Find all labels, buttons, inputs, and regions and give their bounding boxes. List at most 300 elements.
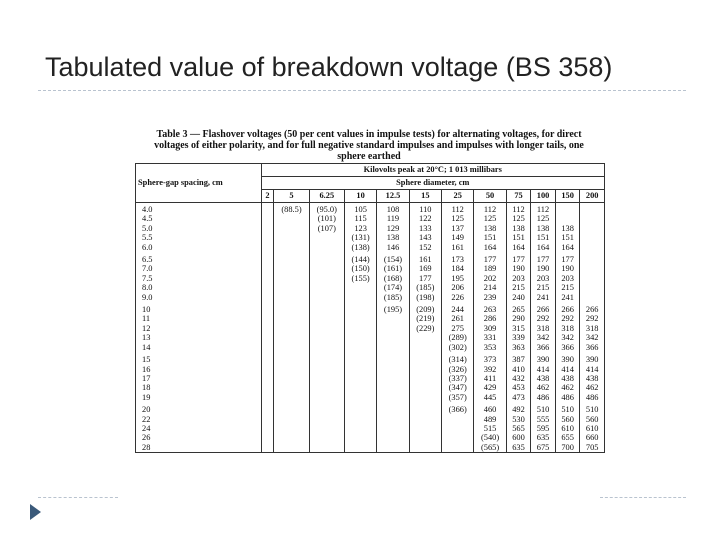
voltage-cell bbox=[377, 424, 409, 433]
voltage-cell: 133 bbox=[409, 224, 441, 233]
voltage-cell: 390 bbox=[580, 352, 605, 364]
voltage-cell: (219) bbox=[409, 314, 441, 323]
voltage-cell: 290 bbox=[506, 314, 531, 323]
voltage-cell: 315 bbox=[506, 324, 531, 333]
voltage-cell: (565) bbox=[474, 443, 506, 453]
voltage-cell bbox=[580, 214, 605, 223]
voltage-cell: 263 bbox=[474, 302, 506, 314]
voltage-cell bbox=[274, 402, 309, 414]
voltage-cell: 438 bbox=[580, 374, 605, 383]
voltage-cell: (131) bbox=[344, 233, 376, 242]
voltage-cell bbox=[344, 365, 376, 374]
voltage-cell: (185) bbox=[377, 293, 409, 302]
voltage-cell bbox=[409, 352, 441, 364]
voltage-cell bbox=[261, 214, 274, 223]
diameter-column-header: 200 bbox=[580, 190, 605, 203]
table-row bbox=[136, 252, 605, 264]
spacing-cell: 14 bbox=[136, 343, 262, 352]
voltage-cell: 112 bbox=[442, 203, 474, 215]
voltage-cell bbox=[409, 393, 441, 402]
spacing-cell: 26 bbox=[136, 433, 262, 442]
voltage-cell bbox=[261, 302, 274, 314]
voltage-cell bbox=[261, 324, 274, 333]
voltage-cell: 353 bbox=[474, 343, 506, 352]
voltage-cell: 292 bbox=[580, 314, 605, 323]
voltage-cell: 489 bbox=[474, 415, 506, 424]
table-row bbox=[136, 374, 605, 383]
voltage-cell: (326) bbox=[442, 365, 474, 374]
voltage-cell: 161 bbox=[409, 252, 441, 264]
voltage-cell bbox=[274, 233, 309, 242]
table-row bbox=[136, 302, 605, 314]
voltage-cell bbox=[442, 415, 474, 424]
voltage-cell: 392 bbox=[474, 365, 506, 374]
voltage-cell: 292 bbox=[531, 314, 556, 323]
voltage-cell: 390 bbox=[531, 352, 556, 364]
voltage-cell bbox=[377, 402, 409, 414]
voltage-cell bbox=[274, 374, 309, 383]
voltage-cell: 151 bbox=[506, 233, 531, 242]
voltage-cell bbox=[377, 433, 409, 442]
voltage-cell bbox=[344, 443, 376, 453]
voltage-cell bbox=[344, 383, 376, 392]
voltage-cell: 266 bbox=[555, 302, 580, 314]
voltage-cell: 266 bbox=[531, 302, 556, 314]
spacing-cell: 28 bbox=[136, 443, 262, 453]
table-row bbox=[136, 402, 605, 414]
voltage-cell bbox=[261, 333, 274, 342]
voltage-cell bbox=[261, 264, 274, 273]
voltage-cell: (95.0) bbox=[309, 203, 344, 215]
voltage-cell: 438 bbox=[555, 374, 580, 383]
table-row bbox=[136, 443, 605, 453]
voltage-cell: 265 bbox=[506, 302, 531, 314]
voltage-cell bbox=[261, 233, 274, 242]
spacing-cell: 17 bbox=[136, 374, 262, 383]
voltage-cell: 560 bbox=[580, 415, 605, 424]
voltage-cell bbox=[274, 443, 309, 453]
voltage-cell bbox=[274, 243, 309, 252]
voltage-cell bbox=[261, 374, 274, 383]
voltage-cell: 318 bbox=[531, 324, 556, 333]
spacing-cell: 13 bbox=[136, 333, 262, 342]
voltage-cell bbox=[274, 365, 309, 374]
voltage-cell bbox=[309, 252, 344, 264]
table-row bbox=[136, 424, 605, 433]
voltage-cell: (144) bbox=[344, 252, 376, 264]
voltage-cell bbox=[580, 224, 605, 233]
voltage-cell: 203 bbox=[506, 274, 531, 283]
voltage-cell bbox=[309, 374, 344, 383]
voltage-cell: (314) bbox=[442, 352, 474, 364]
voltage-cell bbox=[377, 365, 409, 374]
table-row bbox=[136, 314, 605, 323]
voltage-cell bbox=[377, 324, 409, 333]
voltage-cell: 184 bbox=[442, 264, 474, 273]
voltage-cell: (150) bbox=[344, 264, 376, 273]
voltage-cell bbox=[442, 443, 474, 453]
table-row bbox=[136, 283, 605, 292]
voltage-cell: 635 bbox=[506, 443, 531, 453]
voltage-cell bbox=[377, 443, 409, 453]
voltage-cell bbox=[274, 274, 309, 283]
table-row bbox=[136, 274, 605, 283]
voltage-cell: (337) bbox=[442, 374, 474, 383]
voltage-cell: 143 bbox=[409, 233, 441, 242]
spacing-cell: 4.5 bbox=[136, 214, 262, 223]
voltage-cell: (154) bbox=[377, 252, 409, 264]
voltage-cell: 510 bbox=[531, 402, 556, 414]
spacing-header: Sphere-gap spacing, cm bbox=[136, 164, 262, 203]
voltage-cell: 266 bbox=[580, 302, 605, 314]
voltage-cell: 595 bbox=[531, 424, 556, 433]
spacing-cell: 11 bbox=[136, 314, 262, 323]
voltage-cell: 462 bbox=[580, 383, 605, 392]
voltage-cell: (168) bbox=[377, 274, 409, 283]
voltage-cell: 438 bbox=[531, 374, 556, 383]
voltage-cell: 462 bbox=[555, 383, 580, 392]
voltage-cell bbox=[274, 214, 309, 223]
voltage-cell: 473 bbox=[506, 393, 531, 402]
spacing-cell: 10 bbox=[136, 302, 262, 314]
spacing-cell: 5.5 bbox=[136, 233, 262, 242]
voltage-cell bbox=[377, 383, 409, 392]
table-row bbox=[136, 343, 605, 352]
voltage-cell: 137 bbox=[442, 224, 474, 233]
voltage-cell bbox=[274, 393, 309, 402]
breakdown-voltage-table-image bbox=[133, 129, 605, 515]
voltage-cell bbox=[274, 302, 309, 314]
voltage-cell: 432 bbox=[506, 374, 531, 383]
voltage-cell: 151 bbox=[474, 233, 506, 242]
spacing-cell: 5.0 bbox=[136, 224, 262, 233]
voltage-cell bbox=[274, 224, 309, 233]
voltage-cell: 705 bbox=[580, 443, 605, 453]
voltage-cell: 530 bbox=[506, 415, 531, 424]
spacing-cell: 19 bbox=[136, 393, 262, 402]
voltage-cell: 177 bbox=[506, 252, 531, 264]
voltage-cell: 151 bbox=[531, 233, 556, 242]
diameter-column-header: 5 bbox=[274, 190, 309, 203]
voltage-cell: 108 bbox=[377, 203, 409, 215]
voltage-cell: 215 bbox=[506, 283, 531, 292]
voltage-cell: 161 bbox=[442, 243, 474, 252]
voltage-cell: 177 bbox=[531, 252, 556, 264]
voltage-cell bbox=[309, 302, 344, 314]
voltage-cell: 261 bbox=[442, 314, 474, 323]
voltage-cell bbox=[274, 424, 309, 433]
voltage-cell: 366 bbox=[555, 343, 580, 352]
voltage-cell: 410 bbox=[506, 365, 531, 374]
voltage-cell bbox=[274, 314, 309, 323]
voltage-cell: 486 bbox=[580, 393, 605, 402]
voltage-cell bbox=[442, 424, 474, 433]
diameter-column-header: 100 bbox=[531, 190, 556, 203]
voltage-cell: (229) bbox=[409, 324, 441, 333]
voltage-cell: 129 bbox=[377, 224, 409, 233]
voltage-cell bbox=[309, 233, 344, 242]
voltage-cell bbox=[274, 324, 309, 333]
voltage-cell bbox=[261, 252, 274, 264]
diameter-column-header: 10 bbox=[344, 190, 376, 203]
voltage-cell bbox=[261, 393, 274, 402]
voltage-cell: 241 bbox=[531, 293, 556, 302]
voltage-cell: (107) bbox=[309, 224, 344, 233]
voltage-cell bbox=[309, 415, 344, 424]
voltage-cell bbox=[261, 443, 274, 453]
spacing-cell: 15 bbox=[136, 352, 262, 364]
title-divider bbox=[38, 90, 686, 91]
voltage-cell bbox=[344, 324, 376, 333]
voltage-cell bbox=[309, 324, 344, 333]
voltage-cell bbox=[580, 274, 605, 283]
voltage-cell bbox=[274, 264, 309, 273]
spacing-cell: 7.0 bbox=[136, 264, 262, 273]
voltage-cell bbox=[409, 374, 441, 383]
voltage-cell: 610 bbox=[580, 424, 605, 433]
voltage-cell: 660 bbox=[580, 433, 605, 442]
voltage-cell bbox=[409, 433, 441, 442]
spacing-cell: 8.0 bbox=[136, 283, 262, 292]
voltage-cell bbox=[309, 293, 344, 302]
voltage-cell bbox=[580, 283, 605, 292]
voltage-cell: 112 bbox=[506, 203, 531, 215]
voltage-cell: (138) bbox=[344, 243, 376, 252]
spacing-cell: 16 bbox=[136, 365, 262, 374]
voltage-cell: (540) bbox=[474, 433, 506, 442]
voltage-cell bbox=[309, 393, 344, 402]
voltage-cell bbox=[580, 264, 605, 273]
voltage-cell: 202 bbox=[474, 274, 506, 283]
voltage-cell: 515 bbox=[474, 424, 506, 433]
voltage-cell bbox=[377, 343, 409, 352]
voltage-cell bbox=[309, 433, 344, 442]
voltage-cell: (366) bbox=[442, 402, 474, 414]
voltage-cell: 286 bbox=[474, 314, 506, 323]
voltage-cell: 125 bbox=[531, 214, 556, 223]
voltage-cell: (155) bbox=[344, 274, 376, 283]
voltage-cell bbox=[377, 333, 409, 342]
voltage-cell: 460 bbox=[474, 402, 506, 414]
voltage-cell: 164 bbox=[555, 243, 580, 252]
table-row bbox=[136, 383, 605, 392]
voltage-cell: (185) bbox=[409, 283, 441, 292]
spacing-cell: 9.0 bbox=[136, 293, 262, 302]
voltage-cell bbox=[274, 415, 309, 424]
voltage-cell bbox=[344, 393, 376, 402]
table-row bbox=[136, 243, 605, 252]
voltage-cell bbox=[344, 314, 376, 323]
voltage-cell: 445 bbox=[474, 393, 506, 402]
voltage-cell bbox=[261, 274, 274, 283]
voltage-cell: 226 bbox=[442, 293, 474, 302]
voltage-cell: 292 bbox=[555, 314, 580, 323]
diameter-column-header: 25 bbox=[442, 190, 474, 203]
table-row bbox=[136, 333, 605, 342]
voltage-cell: (209) bbox=[409, 302, 441, 314]
voltage-cell bbox=[344, 433, 376, 442]
spacing-cell: 6.5 bbox=[136, 252, 262, 264]
spacing-cell: 24 bbox=[136, 424, 262, 433]
voltage-cell: 510 bbox=[555, 402, 580, 414]
voltage-cell: (198) bbox=[409, 293, 441, 302]
voltage-cell: 411 bbox=[474, 374, 506, 383]
voltage-cell bbox=[274, 252, 309, 264]
voltage-cell: 610 bbox=[555, 424, 580, 433]
voltage-cell: (357) bbox=[442, 393, 474, 402]
voltage-cell: 115 bbox=[344, 214, 376, 223]
voltage-cell: 342 bbox=[531, 333, 556, 342]
voltage-cell: 318 bbox=[580, 324, 605, 333]
voltage-cell bbox=[274, 433, 309, 442]
voltage-cell bbox=[344, 415, 376, 424]
voltage-cell: 700 bbox=[555, 443, 580, 453]
voltage-cell bbox=[309, 314, 344, 323]
voltage-cell: 112 bbox=[474, 203, 506, 215]
voltage-cell: 215 bbox=[531, 283, 556, 292]
voltage-cell bbox=[409, 333, 441, 342]
voltage-cell: 125 bbox=[506, 214, 531, 223]
voltage-cell bbox=[580, 293, 605, 302]
table-row bbox=[136, 214, 605, 223]
voltage-cell: 486 bbox=[555, 393, 580, 402]
voltage-cell: 414 bbox=[555, 365, 580, 374]
voltage-cell bbox=[261, 402, 274, 414]
voltage-cell bbox=[344, 352, 376, 364]
table-row bbox=[136, 352, 605, 364]
voltage-cell bbox=[377, 314, 409, 323]
voltage-cell: 655 bbox=[555, 433, 580, 442]
voltage-cell: 138 bbox=[474, 224, 506, 233]
spacing-cell: 12 bbox=[136, 324, 262, 333]
voltage-cell bbox=[377, 415, 409, 424]
diameter-column-header: 15 bbox=[409, 190, 441, 203]
voltage-cell: 486 bbox=[531, 393, 556, 402]
voltage-cell: 453 bbox=[506, 383, 531, 392]
voltage-cell: 138 bbox=[555, 224, 580, 233]
voltage-cell: (195) bbox=[377, 302, 409, 314]
voltage-cell bbox=[274, 383, 309, 392]
voltage-cell: 373 bbox=[474, 352, 506, 364]
voltage-cell bbox=[309, 274, 344, 283]
table-row bbox=[136, 264, 605, 273]
voltage-cell: 462 bbox=[531, 383, 556, 392]
table-row bbox=[136, 433, 605, 442]
voltage-cell: 492 bbox=[506, 402, 531, 414]
voltage-cell bbox=[409, 383, 441, 392]
voltage-cell: 339 bbox=[506, 333, 531, 342]
voltage-cell: 414 bbox=[580, 365, 605, 374]
voltage-cell: (289) bbox=[442, 333, 474, 342]
voltage-cell bbox=[555, 214, 580, 223]
voltage-cell bbox=[344, 343, 376, 352]
voltage-cell: 164 bbox=[531, 243, 556, 252]
voltage-cell: 244 bbox=[442, 302, 474, 314]
voltage-cell: (347) bbox=[442, 383, 474, 392]
voltage-cell bbox=[274, 352, 309, 364]
voltage-cell bbox=[261, 314, 274, 323]
voltage-cell bbox=[409, 424, 441, 433]
voltage-cell: 342 bbox=[580, 333, 605, 342]
voltage-cell bbox=[409, 343, 441, 352]
spacing-cell: 22 bbox=[136, 415, 262, 424]
diameter-column-header: 50 bbox=[474, 190, 506, 203]
voltage-cell: 635 bbox=[531, 433, 556, 442]
voltage-cell: 387 bbox=[506, 352, 531, 364]
voltage-cell bbox=[274, 333, 309, 342]
voltage-cell bbox=[580, 252, 605, 264]
voltage-cell: 110 bbox=[409, 203, 441, 215]
voltage-cell bbox=[309, 343, 344, 352]
voltage-cell: 241 bbox=[555, 293, 580, 302]
voltage-cell: 122 bbox=[409, 214, 441, 223]
voltage-cell bbox=[377, 393, 409, 402]
voltage-cell bbox=[309, 333, 344, 342]
voltage-cell: 555 bbox=[531, 415, 556, 424]
voltage-cell bbox=[409, 415, 441, 424]
voltage-cell: 190 bbox=[531, 264, 556, 273]
voltage-cell bbox=[274, 283, 309, 292]
footer-divider-right bbox=[600, 497, 686, 498]
voltage-cell: 203 bbox=[555, 274, 580, 283]
voltage-cell: 149 bbox=[442, 233, 474, 242]
voltage-cell: 414 bbox=[531, 365, 556, 374]
voltage-cell: (161) bbox=[377, 264, 409, 273]
voltage-cell: 510 bbox=[580, 402, 605, 414]
voltage-cell bbox=[409, 402, 441, 414]
voltage-cell: 429 bbox=[474, 383, 506, 392]
voltage-cell bbox=[309, 383, 344, 392]
voltage-cell: 390 bbox=[555, 352, 580, 364]
voltage-cell: 177 bbox=[409, 274, 441, 283]
voltage-cell: 239 bbox=[474, 293, 506, 302]
voltage-cell: 177 bbox=[555, 252, 580, 264]
voltage-cell: 366 bbox=[580, 343, 605, 352]
voltage-cell: 309 bbox=[474, 324, 506, 333]
voltage-cell bbox=[261, 283, 274, 292]
voltage-cell bbox=[344, 302, 376, 314]
voltage-cell: 112 bbox=[531, 203, 556, 215]
voltage-cell bbox=[344, 424, 376, 433]
slide-title: Tabulated value of breakdown voltage (BS 358) bbox=[45, 52, 613, 82]
voltage-cell bbox=[344, 402, 376, 414]
voltage-cell: 152 bbox=[409, 243, 441, 252]
voltage-cell bbox=[274, 343, 309, 352]
voltage-cell bbox=[274, 293, 309, 302]
voltage-cell: 138 bbox=[377, 233, 409, 242]
voltage-cell: 675 bbox=[531, 443, 556, 453]
spacing-cell: 7.5 bbox=[136, 274, 262, 283]
voltage-cell bbox=[261, 415, 274, 424]
diameter-column-header: 2 bbox=[261, 190, 274, 203]
table-row bbox=[136, 203, 605, 215]
voltage-cell: 214 bbox=[474, 283, 506, 292]
voltage-cell: (302) bbox=[442, 343, 474, 352]
voltage-cell: 164 bbox=[474, 243, 506, 252]
voltage-cell: 600 bbox=[506, 433, 531, 442]
next-slide-arrow-icon[interactable] bbox=[30, 504, 41, 520]
voltage-cell: 215 bbox=[555, 283, 580, 292]
voltage-cell: 119 bbox=[377, 214, 409, 223]
voltage-cell: 105 bbox=[344, 203, 376, 215]
table-caption: Table 3 — Flashover voltages (50 per cent values in impulse tests) for alternating voltages, for direct voltages of either polarity, and for full negative standard impulses and impulses with longer tails, one sphere earthed bbox=[154, 129, 584, 162]
voltage-cell bbox=[580, 243, 605, 252]
voltage-cell bbox=[309, 424, 344, 433]
voltage-cell: 190 bbox=[506, 264, 531, 273]
table-row bbox=[136, 324, 605, 333]
voltage-cell bbox=[261, 433, 274, 442]
voltage-cell: 138 bbox=[506, 224, 531, 233]
